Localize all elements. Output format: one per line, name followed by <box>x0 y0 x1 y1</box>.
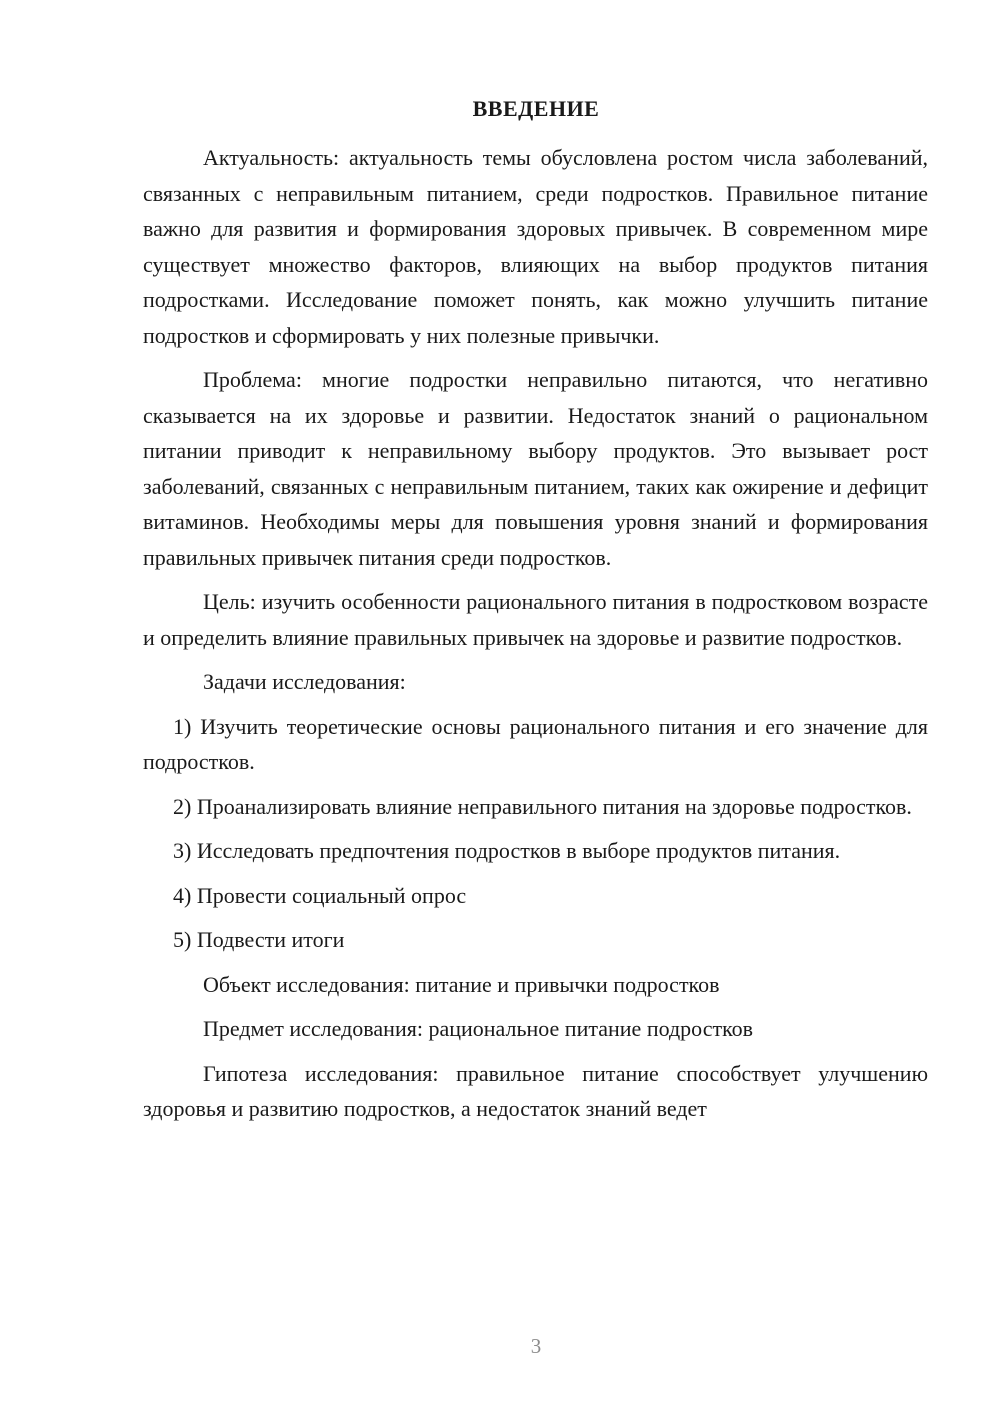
paragraph-goal: Цель: изучить особенности рационального питания в подростковом возрасте и определить влияние правильных привычек на здоровье и развитие подростков. <box>143 589 928 650</box>
paragraph-hypothesis: Гипотеза исследования: правильное питание способствует улучшению здоровья и развитию подростков, а недостаток знаний ведет <box>143 1060 928 1121</box>
task-item-3: 3) Исследовать предпочтения подростков в выборе продуктов питания. <box>173 838 841 863</box>
paragraph-object: Объект исследования: питание и привычки подростков <box>203 971 720 997</box>
paragraph-subject: Предмет исследования: рациональное питание подростков <box>203 1016 754 1041</box>
paragraph-actuality: Актуальность: актуальность темы обусловлена ростом числа заболеваний, связанных с неправильным питанием, среди подростков. Правильное питание важно для развития и формирования здоровых привычек. В современном мире существует множество факторов, влияющих на выбор продуктов питания подростками. Исследование поможет понять, как можно улучшить питание подростков и сформировать у них полезные привычки. <box>143 145 928 348</box>
tasks-title: Задачи исследования: <box>203 669 406 694</box>
task-item-5: 5) Подвести итоги <box>173 927 345 952</box>
paragraph-problem: Проблема: многие подростки неправильно питаются, что негативно сказывается на их здоровье и развитии. Недостаток знаний о рациональном питании приводит к неправильному выбору продуктов. Это вызывает рост заболеваний, связанных с неправильным питанием, таких как ожирение и дефицит витаминов. Необходимы меры для повышения уровня знаний и формирования правильных привычек питания среди подростков. <box>143 367 928 570</box>
body-text <box>143 140 928 1136</box>
task-item-2: 2) Проанализировать влияние неправильного питания на здоровье подростков. <box>173 793 912 819</box>
page-number: 3 <box>530 1334 542 1358</box>
task-item-1: 1) Изучить теоретические основы рационального питания и его значение для подростков. <box>143 713 928 774</box>
section-heading: ВВЕДЕНИЕ <box>472 96 600 121</box>
task-item-4: 4) Провести социальный опрос <box>173 882 467 908</box>
